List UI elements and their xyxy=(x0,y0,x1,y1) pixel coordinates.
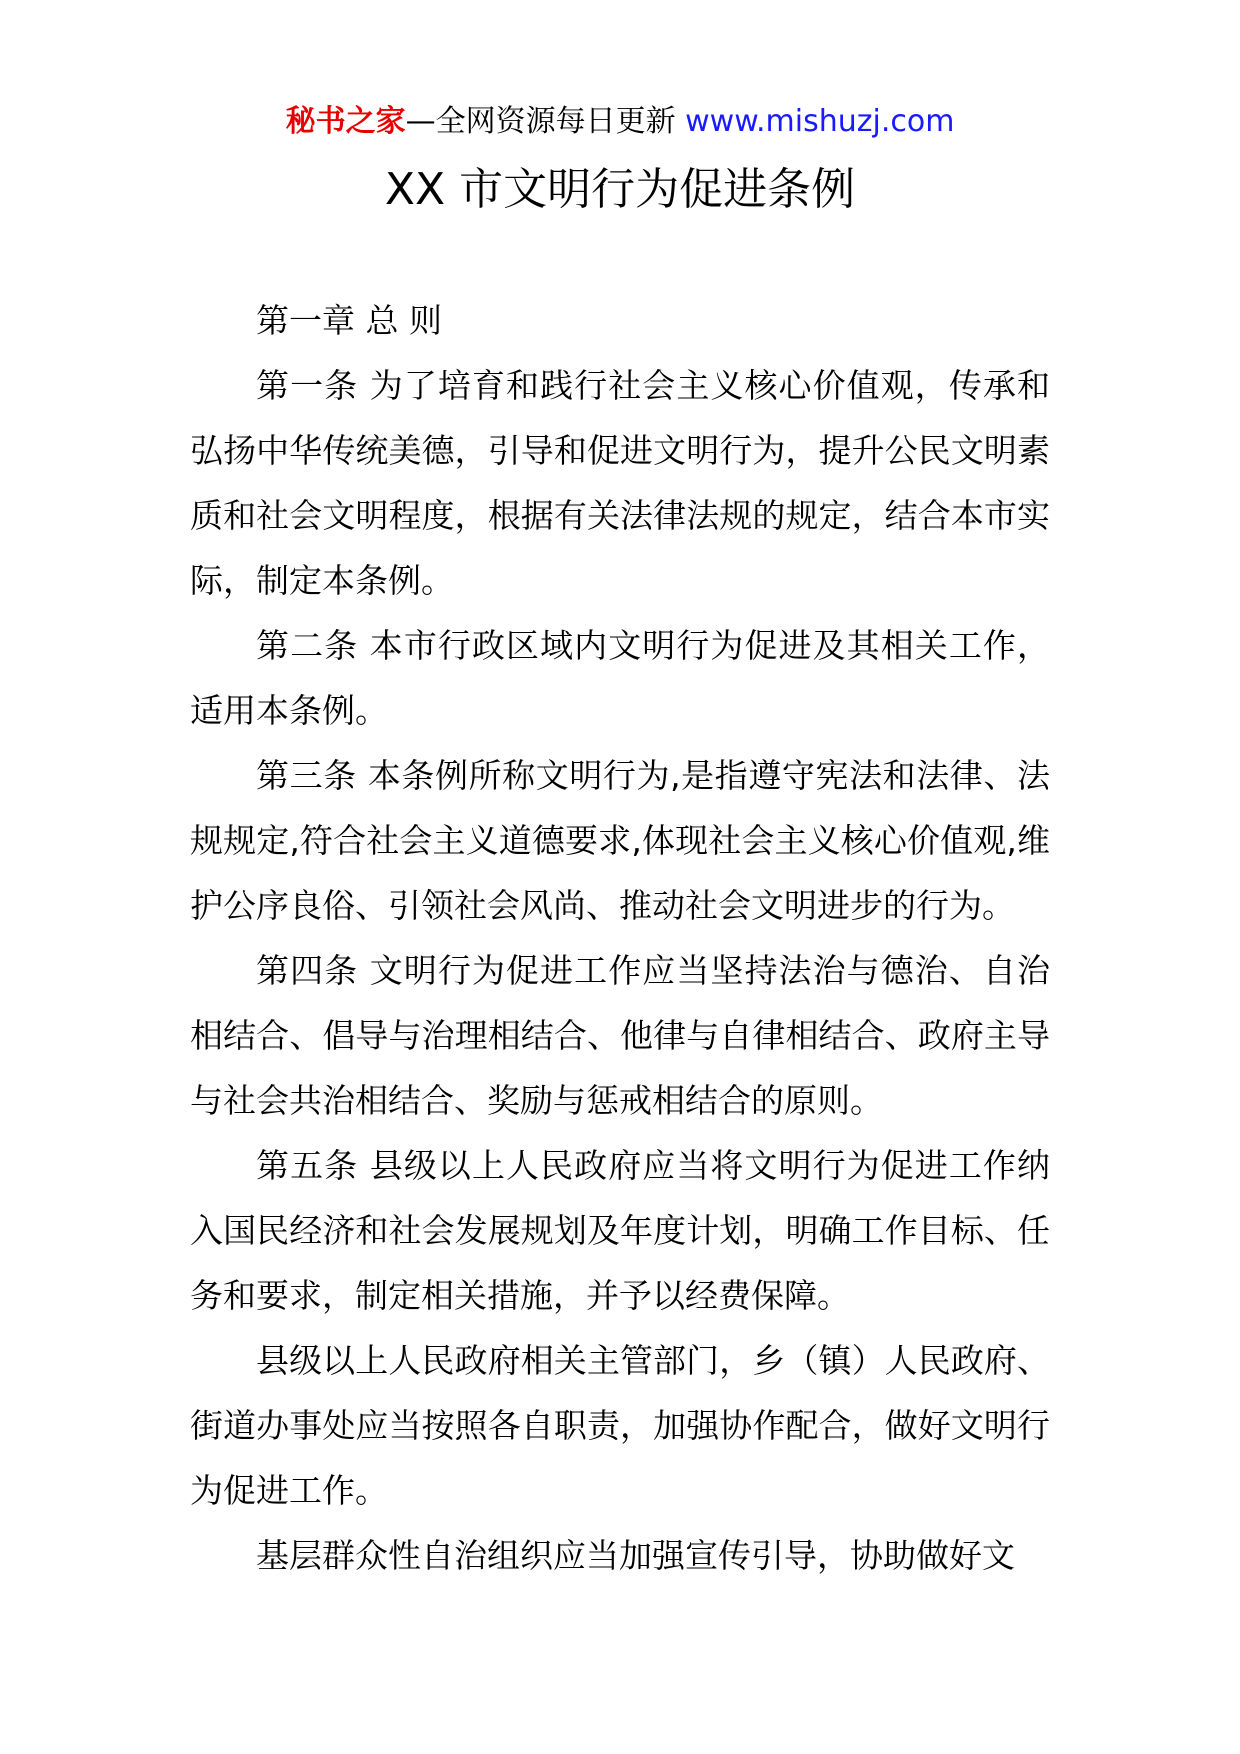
article-paragraph: 县级以上人民政府相关主管部门，乡（镇）人民政府、街道办事处应当按照各自职责，加强协作配合，做好文明行为促进工作。 xyxy=(190,1341,1050,1510)
article-paragraph: 基层群众性自治组织应当加强宣传引导，协助做好文 xyxy=(256,1536,1015,1575)
site-url: www.mishuzj.com xyxy=(685,104,955,139)
document-title: XX 市文明行为促进条例 xyxy=(384,164,856,215)
article-paragraph: 第二条 本市行政区域内文明行为促进及其相关工作，适用本条例。 xyxy=(190,626,1050,730)
article-paragraph: 第三条 本条例所称文明行为,是指遵守宪法和法律、法规规定,符合社会主义道德要求,体现社会主义核心价值观,维护公序良俗、引领社会风尚、推动社会文明进步的行为。 xyxy=(190,756,1050,925)
header-slogan: —全网资源每日更新 xyxy=(405,104,676,139)
article-paragraph: 第四条 文明行为促进工作应当坚持法治与德治、自治相结合、倡导与治理相结合、他律与自律相结合、政府主导与社会共治相结合、奖励与惩戒相结合的原则。 xyxy=(190,951,1050,1120)
site-header xyxy=(0,100,1240,144)
article-paragraph: 第五条 县级以上人民政府应当将文明行为促进工作纳入国民经济和社会发展规划及年度计划，明确工作目标、任务和要求，制定相关措施，并予以经费保障。 xyxy=(190,1146,1050,1315)
brand-name: 秘书之家 xyxy=(285,104,406,139)
document-body xyxy=(190,288,1050,1588)
article-paragraph: 第一条 为了培育和践行社会主义核心价值观，传承和弘扬中华传统美德，引导和促进文明行为，提升公民文明素质和社会文明程度，根据有关法律法规的规定，结合本市实际，制定本条例。 xyxy=(190,366,1050,600)
chapter-heading: 第一章 总 则 xyxy=(256,301,442,340)
